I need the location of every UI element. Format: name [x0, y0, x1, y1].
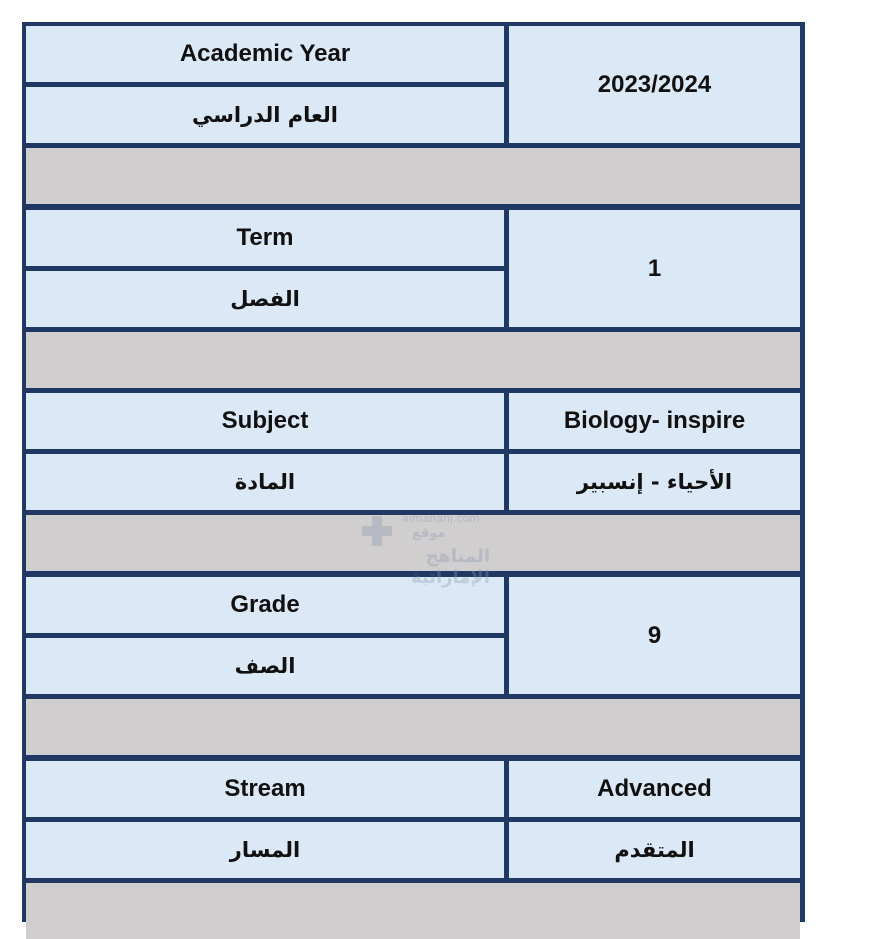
stream-label-ar: المسار	[26, 822, 504, 878]
watermark-line1: موقع	[412, 526, 446, 541]
separator-row	[26, 148, 800, 204]
academic-year-label-ar: العام الدراسي	[26, 87, 504, 143]
academic-year-label-en: Academic Year	[26, 26, 504, 82]
stream-label-en: Stream	[26, 761, 504, 817]
stream-value-ar: المتقدم	[509, 822, 800, 878]
watermark-url: almanahj.com	[402, 512, 480, 525]
subject-value-ar: الأحياء - إنسبير	[509, 454, 800, 510]
term-value: 1	[509, 210, 800, 327]
grade-value: 9	[509, 577, 800, 694]
term-label-ar: الفصل	[26, 271, 504, 327]
academic-year-value: 2023/2024	[509, 26, 800, 143]
subject-label-en: Subject	[26, 393, 504, 449]
separator-row	[26, 883, 800, 939]
separator-row	[26, 332, 800, 388]
stream-value-en: Advanced	[509, 761, 800, 817]
info-table	[22, 22, 805, 922]
grade-label-en: Grade	[26, 577, 504, 633]
watermark-line2: المناهج الإماراتية	[410, 546, 490, 588]
subject-label-ar: المادة	[26, 454, 504, 510]
subject-value-en: Biology- inspire	[509, 393, 800, 449]
term-label-en: Term	[26, 210, 504, 266]
separator-row	[26, 699, 800, 755]
separator-row	[26, 515, 800, 571]
grade-label-ar: الصف	[26, 638, 504, 694]
